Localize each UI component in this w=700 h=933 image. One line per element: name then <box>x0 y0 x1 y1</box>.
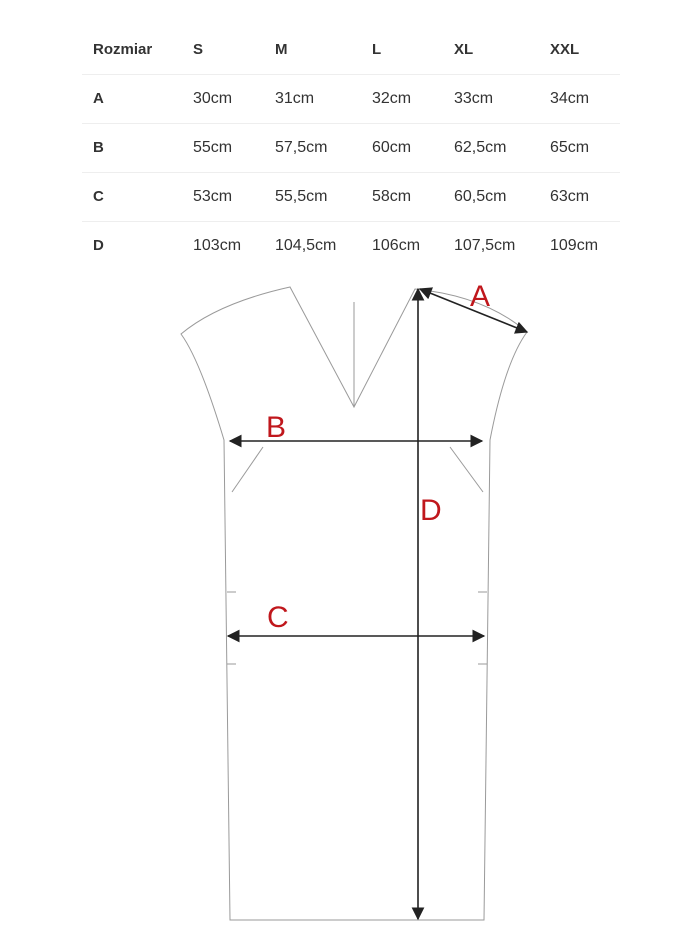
table-cell: 63cm <box>550 188 590 205</box>
size-header-xxl: XXL <box>550 41 580 58</box>
table-cell: 34cm <box>550 90 590 107</box>
table-cell: 33cm <box>454 90 494 107</box>
table-cell: 30cm <box>193 90 233 107</box>
size-header-xl: XL <box>454 41 474 58</box>
row-label: D <box>93 237 104 254</box>
table-cell: 62,5cm <box>454 139 507 156</box>
measurement-labels <box>266 280 490 634</box>
right-dart <box>450 447 483 492</box>
size-header-s: S <box>193 41 204 58</box>
dress-outline <box>181 287 527 920</box>
label-d: D <box>420 494 442 527</box>
size-header-m: M <box>275 41 288 58</box>
table-cell: 60,5cm <box>454 188 507 205</box>
table-cell: 53cm <box>193 188 233 205</box>
table-cell: 55,5cm <box>275 188 328 205</box>
table-cell: 60cm <box>372 139 412 156</box>
label-a: A <box>470 280 491 313</box>
size-column-header: Rozmiar <box>93 41 153 58</box>
row-label: A <box>93 90 104 107</box>
table-cell: 103cm <box>193 237 242 254</box>
table-cell: 58cm <box>372 188 412 205</box>
row-label: B <box>93 139 104 156</box>
row-label: C <box>93 188 104 205</box>
table-cell: 104,5cm <box>275 237 337 254</box>
size-header-l: L <box>372 41 382 58</box>
left-dart <box>232 447 263 492</box>
label-b: B <box>266 411 287 444</box>
table-cell: 32cm <box>372 90 412 107</box>
table-cell: 106cm <box>372 237 421 254</box>
table-cell: 31cm <box>275 90 315 107</box>
table-cell: 109cm <box>550 237 599 254</box>
table-cell: 65cm <box>550 139 590 156</box>
table-cell: 107,5cm <box>454 237 516 254</box>
table-cell: 55cm <box>193 139 233 156</box>
table-cell: 57,5cm <box>275 139 328 156</box>
label-c: C <box>267 601 289 634</box>
